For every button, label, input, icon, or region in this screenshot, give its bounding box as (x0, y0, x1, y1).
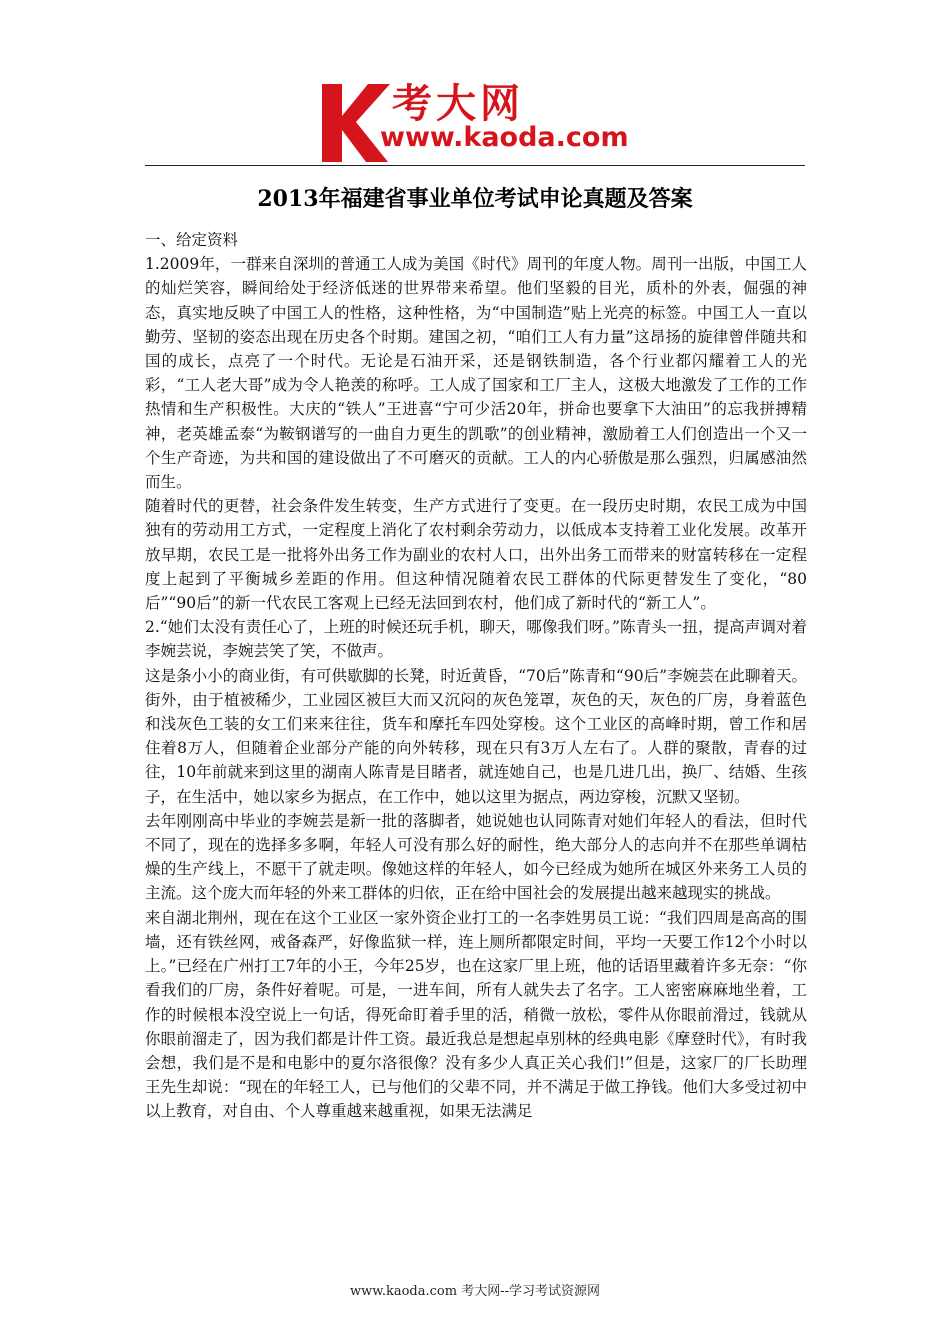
document-title: 2013年福建省事业单位考试申论真题及答案 (257, 186, 693, 212)
header-divider (145, 165, 805, 166)
site-logo (318, 74, 640, 166)
paragraph: 2.“她们太没有责任心了，上班的时候还玩手机，聊天，哪像我们呀。”陈青头一扭，提高声调对着李婉芸说，李婉芸笑了笑，不做声。 (145, 618, 807, 661)
logo-url: www.kaoda.com (380, 122, 629, 153)
paragraph: 这是条小小的商业街，有可供歇脚的长凳，时近黄昏，“70后”陈青和“90后”李婉芸在此聊着天。街外，由于植被稀少，工业园区被巨大而又沉闷的灰色笼罩，灰色的天，灰色的厂房，身着蓝色和浅灰色工装的女工们来来往往，货车和摩托车四处穿梭。这个工业区的高峰时期，曾工作和居住着8万人，但随着企业部分产能的向外转移，现在只有3万人左右了。人群的聚散，青春的过往，10年前就来到这里的湖南人陈青是目睹者，就连她自己，也是几进几出，换厂、结婚、生孩子，在生活中，她以家乡为据点，在工作中，她以这里为据点，两边穿梭，沉默又坚韧。 (145, 666, 807, 806)
logo-chinese-name: 考大网 (392, 81, 524, 127)
document-body (145, 228, 807, 1124)
paragraph: 1.2009年，一群来自深圳的普通工人成为美国《时代》周刊的年度人物。周刊一出版，中国工人的灿烂笑容，瞬间给处于经济低迷的世界带来希望。他们坚毅的目光，质朴的外表，倔强的神态，真实地反映了中国工人的性格，这种性格，为“中国制造”贴上光亮的标签。中国工人一直以勤劳、坚韧的姿态出现在历史各个时期。建国之初，“咱们工人有力量”这昂扬的旋律曾伴随共和国的成长，点亮了一个时代。无论是石油开采，还是钢铁制造，各个行业都闪耀着工人的光彩，“工人老大哥”成为令人艳羡的称呼。工人成了国家和工厂主人，这极大地激发了工作的工作热情和生产积极性。大庆的“铁人”王进喜“宁可少活20年，拼命也要拿下大油田”的忘我拼搏精神，老英雄孟泰“为鞍钢谱写的一曲自力更生的凯歌”的创业精神，激励着工人们创造出一个又一个生产奇迹，为共和国的建设做出了不可磨灭的贡献。工人的内心骄傲是那么强烈，归属感油然而生。 (145, 255, 807, 492)
page-footer: www.kaoda.com 考大网--学习考试资源网 (350, 1284, 600, 1299)
paragraph: 来自湖北荆州，现在在这个工业区一家外资企业打工的一名李姓男员工说：“我们四周是高高的围墙，还有铁丝网，戒备森严，好像监狱一样，连上厕所都限定时间，平均一天要工作12个小时以上。”已经在广州打工7年的小王，今年25岁，也在这家厂里上班，他的话语里藏着许多无奈：“你看我们的厂房，条件好着呢。可是，一进车间，所有人就失去了名字。工人密密麻麻地坐着，工作的时候根本没空说上一句话，得死命盯着手里的活，稍微一放松，零件从你眼前滑过，钱就从你眼前溜走了，因为我们都是计件工资。最近我总是想起卓别林的经典电影《摩登时代》，有时我会想，我们是不是和电影中的夏尔洛很像？没有多少人真正关心我们!”但是，这家厂的厂长助理王先生却说：“现在的年轻工人，已与他们的父辈不同，并不满足于做工挣钱。他们大多受过初中以上教育，对自由、个人尊重越来越重视，如果无法满足 (145, 908, 807, 1121)
section-heading: 一、给定资料 (145, 231, 239, 249)
paragraph: 去年刚刚高中毕业的李婉芸是新一批的落脚者，她说她也认同陈青对她们年轻人的看法，但时代不同了，现在的选择多多啊，年轻人可没有那么好的耐性，绝大部分人的志向并不在那些单调枯燥的生产线上，不愿干了就走呗。像她这样的年轻人，如今已经成为她所在城区外来务工人员的主流。这个庞大而年轻的外来工群体的归依，正在给中国社会的发展提出越来越现实的挑战。 (145, 811, 807, 903)
paragraph: 随着时代的更替，社会条件发生转变，生产方式进行了变更。在一段历史时期，农民工成为中国独有的劳动用工方式，一定程度上消化了农村剩余劳动力，以低成本支持着工业化发展。改革开放早期，农民工是一批将外出务工作为副业的农村人口，出外出务工而带来的财富转移在一定程度上起到了平衡城乡差距的作用。但这种情况随着农民工群体的代际更替发生了变化，“80后”“90后”的新一代农民工客观上已经无法回到农村，他们成了新时代的“新工人”。 (145, 497, 807, 613)
